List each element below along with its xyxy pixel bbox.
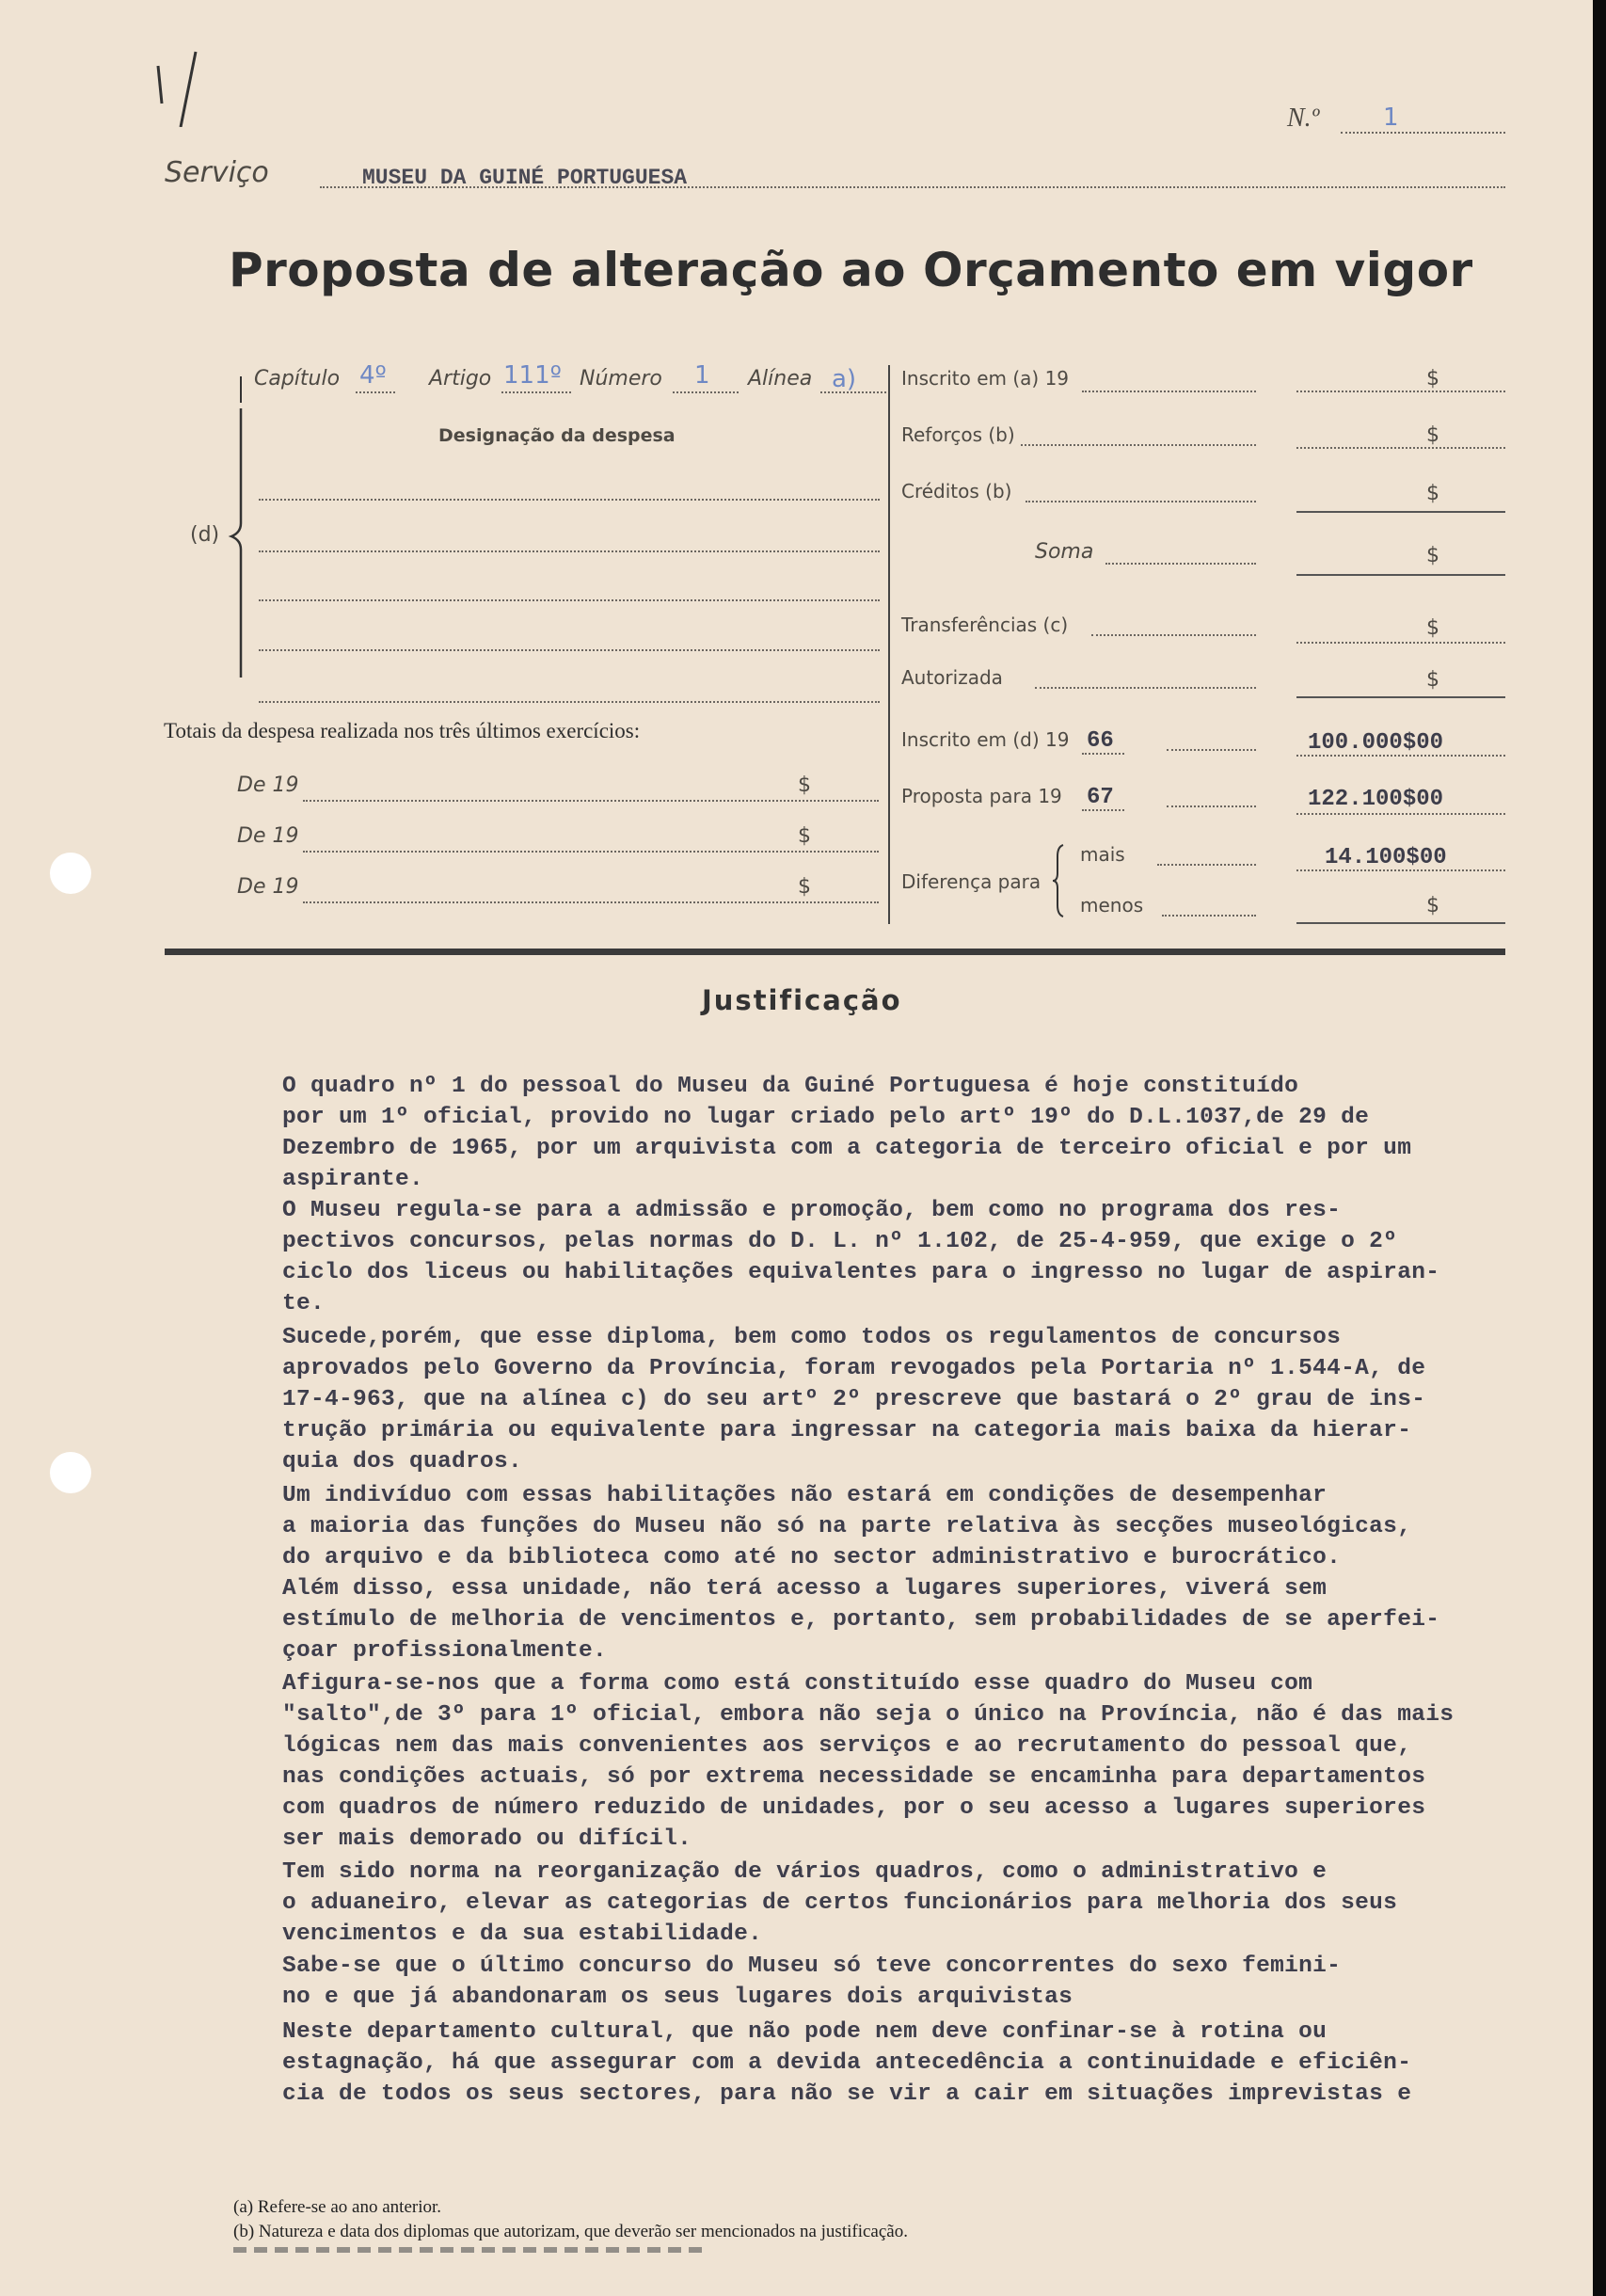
reforcos-label: Reforços (b) — [901, 423, 1015, 446]
number-value: 1 — [1383, 104, 1399, 132]
justification-line: aspirante. — [282, 1167, 424, 1192]
numero-label: Número — [580, 367, 662, 391]
creditos-dollar: $ — [1426, 482, 1439, 505]
menos-amount — [1296, 922, 1505, 924]
autorizada-label: Autorizada — [901, 666, 1003, 689]
transferencias-dollar: $ — [1426, 616, 1439, 640]
inscrito-d-year: 66 — [1087, 728, 1114, 754]
justification-line: ciclo dos liceus ou habilitações equivalentes para o ingresso no lugar de aspiran- — [282, 1260, 1440, 1285]
menos-dollar: $ — [1426, 894, 1439, 917]
justification-line: Neste departamento cultural, que não pode nem deve confinar-se à rotina ou — [282, 2019, 1328, 2045]
justification-line: O Museu regula-se para a admissão e promoção, bem como no programa dos res- — [282, 1198, 1342, 1223]
de-dollar-3: $ — [798, 875, 811, 899]
footnote-b: (b) Natureza e data dos diplomas que autorizam, que deverão ser mencionados na justificação. — [233, 2222, 908, 2241]
soma-amount — [1296, 574, 1505, 576]
proposta-year: 67 — [1087, 785, 1114, 810]
justification-line: Dezembro de 1965, por um arquivista com a categoria de terceiro oficial e por um — [282, 1136, 1412, 1161]
inscrito-d-label: Inscrito em (d) 19 — [901, 728, 1070, 751]
justification-line: Sabe-se que o último concurso do Museu só teve concorrentes do sexo femini- — [282, 1953, 1342, 1979]
autorizada-amount — [1296, 696, 1505, 698]
alinea-value: a) — [832, 365, 857, 393]
mais-value: 14.100$00 — [1325, 845, 1447, 870]
justification-line: do arquivo e da biblioteca como até no sector administrativo e burocrático. — [282, 1545, 1342, 1571]
justification-line: ser mais demorado ou difícil. — [282, 1826, 692, 1852]
proposta-amount — [1296, 813, 1505, 815]
autorizada-dollar: $ — [1426, 668, 1439, 692]
column-divider — [888, 365, 890, 924]
autorizada-dots — [1035, 687, 1256, 689]
footnote-cutoff — [233, 2247, 704, 2253]
brace-diferenca — [1052, 843, 1071, 918]
de-line-2 — [303, 851, 879, 853]
de-dollar-2: $ — [798, 824, 811, 848]
creditos-dots — [1026, 501, 1256, 502]
soma-dollar: $ — [1426, 544, 1439, 567]
mais-dots — [1157, 864, 1256, 866]
justification-line: estagnação, há que assegurar com a devida antecedência a continuidade e eficiên- — [282, 2050, 1412, 2076]
justification-line: no e que já abandonaram os seus lugares dois arquivistas — [282, 1985, 1073, 2010]
numero-line — [673, 391, 739, 393]
numero-value: 1 — [694, 361, 710, 390]
justification-line: o aduaneiro, elevar as categorias de certos funcionários para melhoria dos seus — [282, 1890, 1398, 1916]
proposta-label: Proposta para 19 — [901, 785, 1062, 807]
de-label-3: De 19 — [237, 875, 299, 899]
inscrito-d-value: 100.000$00 — [1308, 730, 1444, 756]
inscrito-prev-amount — [1296, 391, 1505, 392]
capitulo-line — [356, 391, 395, 393]
reforcos-dollar: $ — [1426, 423, 1439, 447]
justification-line: vencimentos e da sua estabilidade. — [282, 1921, 763, 1947]
justification-line: cia de todos os seus sectores, para não se vir a cair em situações imprevistas e — [282, 2081, 1412, 2107]
menos-label: menos — [1080, 894, 1144, 917]
justification-line: trução primária ou equivalente para ingressar na categoria mais baixa da hierar- — [282, 1418, 1412, 1443]
capitulo-value: 4º — [359, 361, 387, 390]
totais-heading: Totais da despesa realizada nos três últimos exercícios: — [164, 719, 641, 742]
servico-value: MUSEU DA GUINÉ PORTUGUESA — [362, 166, 688, 190]
designation-line-4 — [259, 649, 880, 651]
servico-label: Serviço — [165, 156, 269, 189]
diferenca-label: Diferença para — [901, 870, 1042, 893]
reforcos-dots — [1021, 444, 1256, 446]
footnote-a: (a) Refere-se ao ano anterior. — [233, 2197, 442, 2217]
page-edge-shadow — [1593, 0, 1606, 2296]
justificacao-heading: Justificação — [702, 984, 902, 1016]
page-title: Proposta de alteração ao Orçamento em vigor — [229, 243, 1473, 297]
inscrito-prev-label: Inscrito em (a) 19 — [901, 367, 1070, 390]
reforcos-amount — [1296, 447, 1505, 449]
inscrito-d-dots — [1167, 749, 1256, 751]
justification-line: "salto",de 3º para 1º oficial, embora não seja o único na Província, não é das mais — [282, 1702, 1455, 1728]
capitulo-label: Capítulo — [254, 367, 341, 391]
number-label: N.º — [1287, 104, 1320, 133]
artigo-label: Artigo — [429, 367, 492, 391]
transferencias-amount — [1296, 642, 1505, 644]
proposta-value: 122.100$00 — [1308, 787, 1444, 812]
transferencias-label: Transferências (c) — [901, 614, 1069, 636]
justification-line: estímulo de melhoria de vencimentos e, portanto, sem probabilidades de se aperfei- — [282, 1607, 1440, 1633]
punch-hole-bottom — [50, 1452, 91, 1493]
creditos-label: Créditos (b) — [901, 480, 1012, 502]
menos-dots — [1162, 915, 1256, 917]
brace-left — [222, 375, 260, 685]
justification-line: quia dos quadros. — [282, 1449, 523, 1475]
designation-line-2 — [259, 550, 880, 552]
justification-line: por um 1º oficial, provido no lugar criado pelo artº 19º do D.L.1037,de 29 de — [282, 1105, 1370, 1130]
justification-line: Um indivíduo com essas habilitações não estará em condições de desempenhar — [282, 1483, 1328, 1508]
justification-line: 17-4-963, que na alínea c) do seu artº 2º prescreve que bastará o 2º grau de ins- — [282, 1387, 1426, 1412]
pencil-mark — [132, 24, 207, 127]
justification-line: O quadro nº 1 do pessoal do Museu da Guiné Portuguesa é hoje constituído — [282, 1074, 1299, 1099]
justification-line: Sucede,porém, que esse diploma, bem como todos os regulamentos de concursos — [282, 1325, 1342, 1350]
justification-line: aprovados pelo Governo da Província, foram revogados pela Portaria nº 1.544-A, de — [282, 1356, 1426, 1381]
justification-line: pectivos concursos, pelas normas do D. L. nº 1.102, de 25-4-959, que exige o 2º — [282, 1229, 1398, 1254]
justification-line: lógicas nem das mais convenientes aos serviços e ao recrutamento do pessoal que, — [282, 1733, 1412, 1759]
soma-dots — [1105, 563, 1256, 565]
alinea-label: Alínea — [748, 367, 813, 391]
designacao-heading: Designação da despesa — [438, 425, 676, 446]
proposta-dots — [1167, 805, 1256, 807]
de-line-3 — [303, 901, 879, 903]
designation-line-1 — [259, 499, 880, 501]
artigo-value: 111º — [503, 361, 562, 390]
number-line — [1341, 132, 1505, 134]
justification-line: nas condições actuais, só por extrema necessidade se encaminha para departamentos — [282, 1764, 1426, 1790]
de-dollar-1: $ — [798, 773, 811, 797]
designation-line-3 — [259, 599, 880, 601]
soma-label: Soma — [1035, 540, 1094, 564]
justification-line: te. — [282, 1291, 326, 1316]
mais-label: mais — [1080, 843, 1125, 866]
justification-line: Afigura-se-nos que a forma como está constituído esse quadro do Museu com — [282, 1671, 1313, 1697]
d-marker: (d) — [190, 523, 220, 547]
punch-hole-top — [50, 853, 91, 894]
de-label-1: De 19 — [237, 773, 299, 797]
justification-line: Além disso, essa unidade, não terá acesso a lugares superiores, viverá sem — [282, 1576, 1328, 1602]
justification-line: a maioria das funções do Museu não só na parte relativa às secções museológicas, — [282, 1514, 1412, 1539]
justification-line: çoar profissionalmente. — [282, 1638, 608, 1664]
inscrito-prev-dots — [1082, 391, 1256, 392]
de-line-1 — [303, 800, 879, 802]
creditos-amount — [1296, 511, 1505, 513]
section-rule — [165, 949, 1505, 955]
inscrito-prev-dollar: $ — [1426, 367, 1439, 391]
transferencias-dots — [1091, 634, 1256, 636]
de-label-2: De 19 — [237, 824, 299, 848]
designation-line-5 — [259, 701, 880, 703]
justification-line: com quadros de número reduzido de unidades, por o seu acesso a lugares superiores — [282, 1795, 1426, 1821]
justification-line: Tem sido norma na reorganização de vários quadros, como o administrativo e — [282, 1859, 1328, 1885]
artigo-line — [501, 391, 571, 393]
